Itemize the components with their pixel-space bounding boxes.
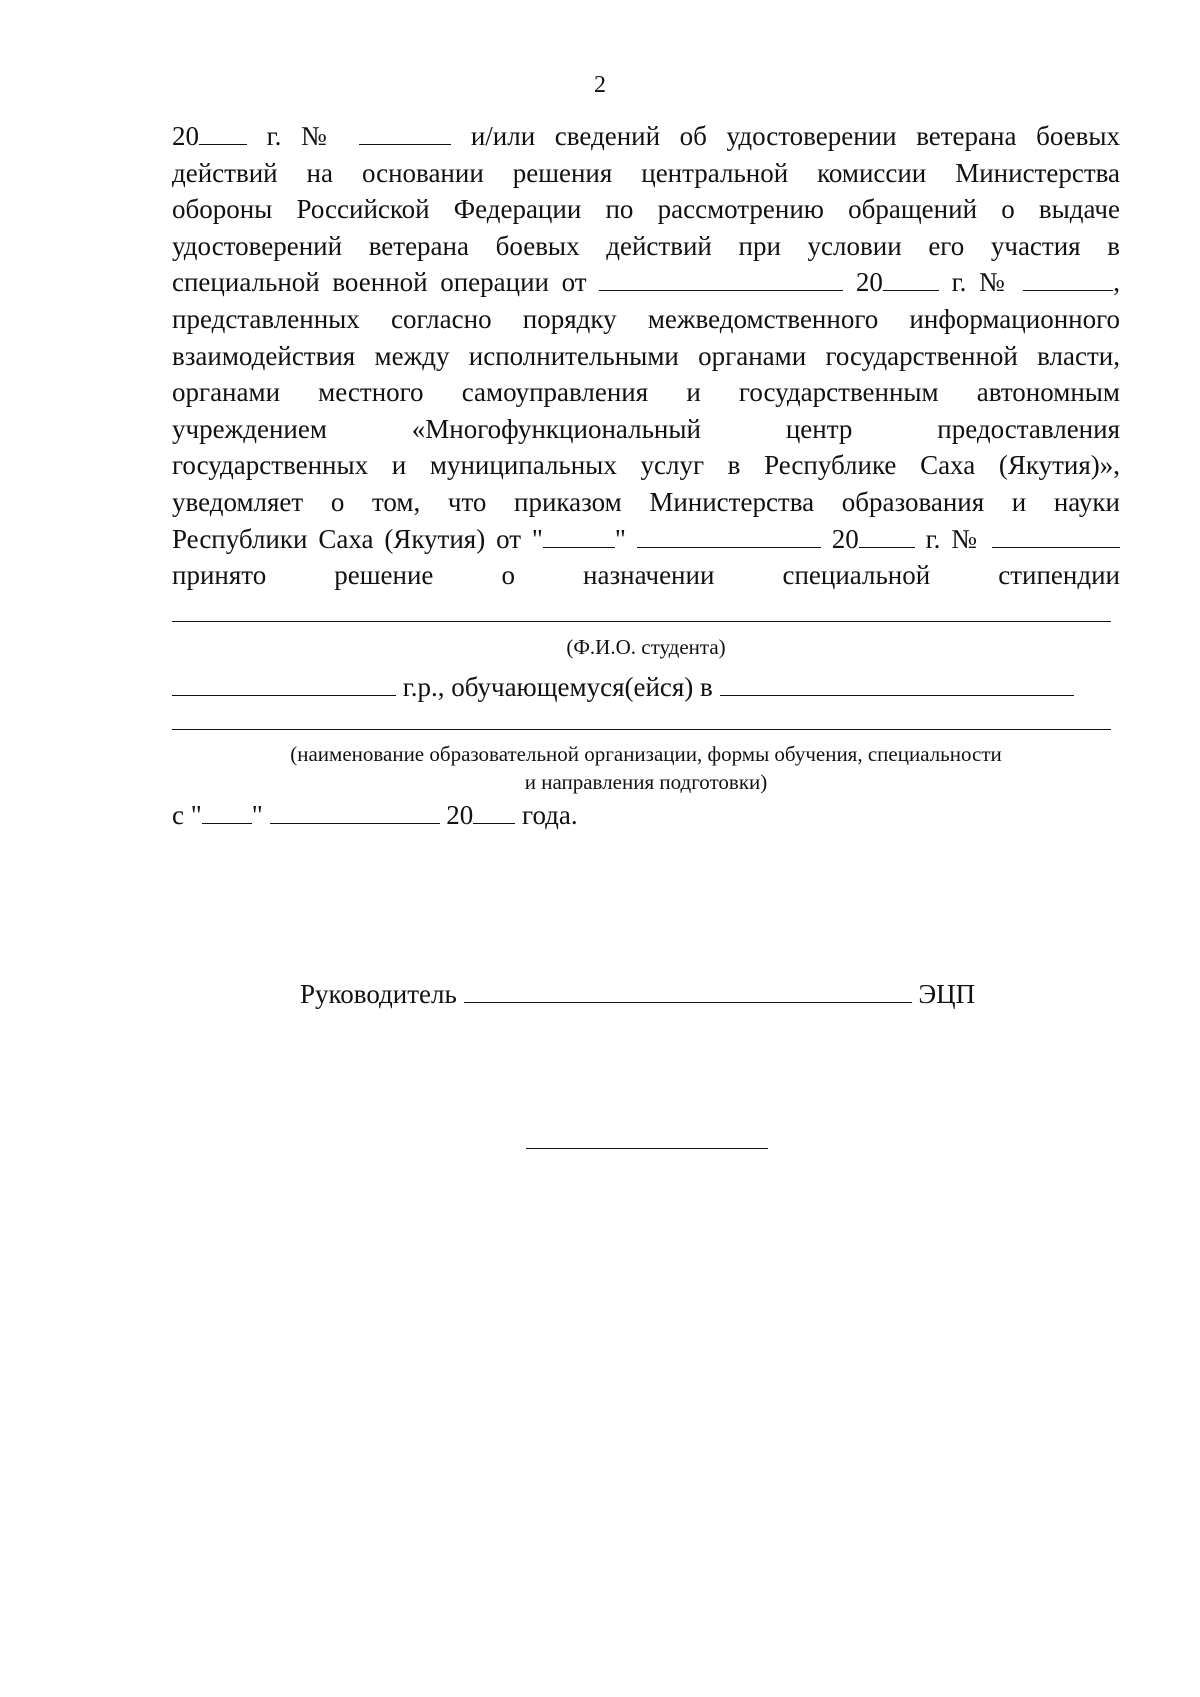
- paragraph-line-10: государственных и муниципальных услуг в Республике Саха (Якутия)»,: [172, 450, 1120, 481]
- institution-blank[interactable]: [720, 670, 1074, 696]
- order-number-blank[interactable]: [992, 522, 1120, 548]
- paragraph-line-2: действий на основании решения центральной комиссии Министерства: [172, 157, 1120, 188]
- start-month-blank[interactable]: [270, 798, 440, 824]
- start-year-blank[interactable]: [473, 798, 515, 824]
- order-month-blank[interactable]: [637, 522, 821, 548]
- order-day-blank[interactable]: [543, 522, 615, 548]
- signature-line: [300, 976, 975, 1012]
- commission-date-blank[interactable]: [599, 265, 843, 291]
- paragraph-line-12: Республики Саха (Якутия) от " " 20 г. №: [172, 521, 1120, 558]
- paragraph-line-9: учреждением «Многофункциональный центр предоставления: [172, 413, 1120, 444]
- paragraph-line-6: представленных согласно порядку межведомственного информационного: [172, 303, 1120, 334]
- institution-name-line[interactable]: [172, 729, 1111, 730]
- signature-blank[interactable]: [464, 977, 912, 1003]
- paragraph-line-7: взаимодействия между исполнительными органами государственной власти,: [172, 340, 1120, 371]
- order-year-blank[interactable]: [859, 522, 915, 548]
- start-day-blank[interactable]: [202, 798, 252, 824]
- digital-signature-label: ЭЦП: [918, 979, 976, 1009]
- student-name-line[interactable]: [172, 621, 1111, 622]
- paragraph-line-13: принято решение о назначении специальной стипендии: [172, 560, 1120, 591]
- page-number: 2: [594, 72, 606, 98]
- paragraph-line-3: обороны Российской Федерации по рассмотрению обращений о выдаче: [172, 194, 1120, 225]
- start-date-line: с " " 20 года.: [172, 800, 578, 830]
- paragraph-line-5: специальной военной операции от 20 г. № ,: [172, 267, 1121, 298]
- commission-year-blank[interactable]: [883, 265, 939, 291]
- number-blank[interactable]: [359, 119, 451, 145]
- paragraph-line-1: 20 г. № и/или сведений об удостоверении ветерана боевых: [172, 121, 1121, 151]
- paragraph-line-8: органами местного самоуправления и государственным автономным: [172, 377, 1120, 408]
- paragraph-line-11: уведомляет о том, что приказом Министерства образования и науки: [172, 486, 1120, 517]
- year-blank[interactable]: [199, 119, 247, 145]
- end-rule: [526, 1148, 768, 1149]
- signature-label: Руководитель: [300, 979, 457, 1009]
- institution-caption: (наименование образовательной организации, формы обучения, специальности и направления подготовки): [290, 742, 1002, 794]
- birth-year-blank[interactable]: [172, 670, 396, 696]
- fio-caption: (Ф.И.О. студента): [566, 635, 726, 659]
- birth-year-line: г.р., обучающемуся(ейся) в: [172, 669, 1120, 705]
- commission-number-blank[interactable]: [1023, 265, 1113, 291]
- notice-paragraph: [172, 118, 1120, 594]
- paragraph-line-4: удостоверений ветерана боевых действий при условии его участия в: [172, 230, 1120, 261]
